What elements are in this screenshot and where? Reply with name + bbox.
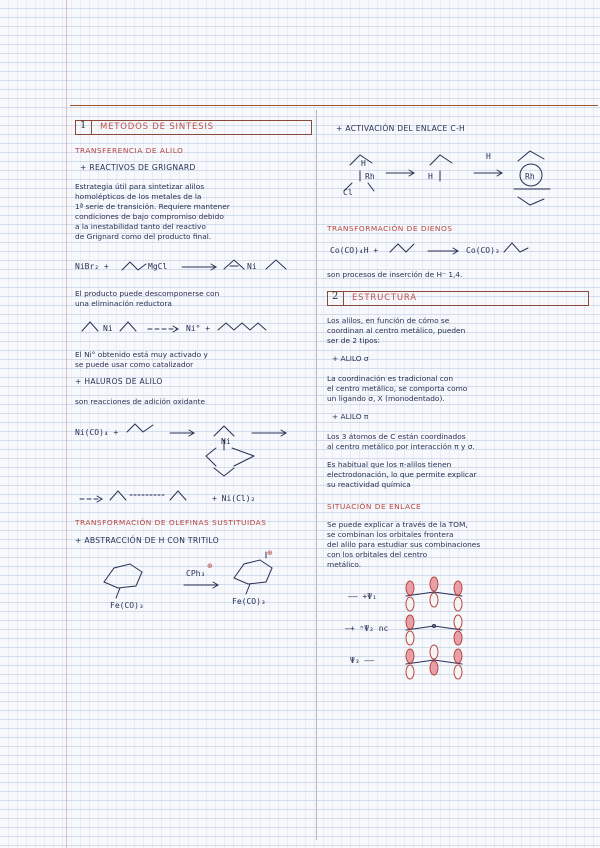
section-header-2 xyxy=(327,291,589,306)
eq2-product: Ni° + xyxy=(186,324,211,333)
orbital-psi1-icon xyxy=(400,578,470,612)
eq1-product: Ni xyxy=(247,262,257,271)
cyclic-diene-complex-icon xyxy=(96,556,156,600)
sigma-label: + ALILO σ xyxy=(332,354,369,363)
pi-line-3: Es habitual que los π-alilos tienen xyxy=(327,460,452,469)
bis-allyl-nickel-icon xyxy=(108,486,198,504)
eq2-reactant: Ni xyxy=(103,324,113,333)
orbital-label-3: Ψ₃ —— xyxy=(350,656,375,665)
structure-line-3: ser de 2 tipos: xyxy=(327,336,380,345)
section-title: METODOS DE SINTESIS xyxy=(100,122,214,132)
eq5-product: Co(CO)₃ xyxy=(466,246,500,255)
bonding-line-3: del alilo para estudiar sus combinaciones xyxy=(327,540,481,549)
eq1-grignard: MgCl xyxy=(148,262,168,271)
heading-h-abstraction: + ABSTRACCIÓN DE H CON TRITILO xyxy=(75,536,219,545)
heading-grignard: + REACTIVOS DE GRIGNARD xyxy=(80,163,196,172)
column-divider xyxy=(316,110,317,840)
section-number: 2 xyxy=(332,291,339,302)
orbital-label-2: —+ ⁿΨ₂ nc xyxy=(345,624,389,633)
pi-line-2: al centro metálico por interacción π y σ. xyxy=(327,442,475,451)
bonding-line-5: metálico. xyxy=(327,560,362,569)
header-rule xyxy=(70,105,598,106)
grignard-line-2: homolépticos de los metales de la xyxy=(75,192,202,201)
heading-halides: + HALUROS DE ALILO xyxy=(75,377,163,386)
ch-rh-label: Rh xyxy=(365,172,375,181)
eta3-allyl-icon xyxy=(80,318,102,334)
ch-rh-label-2: Rh xyxy=(525,172,535,181)
eq4-product-charge: ⊕ xyxy=(267,549,273,557)
halide-text: son reacciones de adición oxidante xyxy=(75,397,206,406)
margin-line xyxy=(66,0,67,848)
reaction-arrow-icon xyxy=(180,262,220,272)
heading-transfer: TRANSFERENCIA DE ALILO xyxy=(75,146,184,155)
grignard-line-5: a la inestabilidad tanto del reactivo xyxy=(75,222,206,231)
heading-dienes: TRANSFORMACIÓN DE DIENOS xyxy=(327,224,453,233)
bonding-line-1: Se puede explicar a través de la TOM, xyxy=(327,520,468,529)
section-separator xyxy=(91,121,92,134)
reaction-arrow-icon xyxy=(426,246,462,256)
ch-h-label-3: H xyxy=(486,152,491,161)
ch-cl-label: Cl xyxy=(343,188,353,197)
grignard-line-1: Estrategia útil para sintetizar alilos xyxy=(75,182,205,191)
eq3-reagent: Ni(CO)₄ + xyxy=(75,428,119,437)
hexadiene-icon xyxy=(216,320,276,334)
heading-bonding: SITUACIÓN DE ENLACE xyxy=(327,502,422,511)
heading-olefins: TRANSFORMACIÓN DE OLEFINAS SUSTITUIDAS xyxy=(75,518,267,527)
methylallyl-icon xyxy=(502,238,532,258)
ni-line-2: se puede usar como catalizador xyxy=(75,360,194,369)
sigma-line-3: un ligando σ, X (monodentado). xyxy=(327,394,445,403)
eq4-reagent: CPh₃ xyxy=(186,569,206,578)
orbital-psi2-icon xyxy=(400,612,470,646)
bonding-line-2: se combinan los orbitales frontera xyxy=(327,530,454,539)
decomp-line-1: El producto puede descomponerse con xyxy=(75,289,220,298)
decomp-line-2: una eliminación reductora xyxy=(75,299,172,308)
eq1-reagent: NiBr₂ + xyxy=(75,262,109,271)
orbital-psi3-icon xyxy=(400,646,470,680)
sigma-line-1: La coordinación es tradicional con xyxy=(327,374,454,383)
eq4-complex-right: Fe(CO)₃ xyxy=(232,597,266,606)
pi-label: + ALILO π xyxy=(332,412,369,421)
ch-h-label: H xyxy=(361,159,366,168)
section-header-1 xyxy=(75,120,312,135)
grignard-line-4: condiciones de bajo compromiso debido xyxy=(75,212,224,221)
reaction-arrow-icon xyxy=(250,428,290,438)
insertion-text: son procesos de inserción de H⁻ 1,4. xyxy=(327,270,463,279)
eta3-allyl-icon xyxy=(118,318,140,334)
cyclic-dienyl-complex-icon xyxy=(226,550,288,596)
pi-line-1: Los 3 átomos de C están coordinados xyxy=(327,432,466,441)
reaction-arrow-icon xyxy=(146,324,182,334)
grignard-line-6: de Grignard como del producto final. xyxy=(75,232,212,241)
reaction-arrow-icon xyxy=(78,494,106,504)
pi-line-5: su reactividad química xyxy=(327,480,411,489)
eq3-byproduct: + Ni(Cl)₂ xyxy=(212,494,256,503)
ch-activation-scheme-icon xyxy=(338,145,586,215)
reaction-arrow-icon xyxy=(182,580,222,590)
orbital-label-1: —— +Ψ₁ xyxy=(348,592,377,601)
structure-line-1: Los alilos, en función de cómo se xyxy=(327,316,450,325)
reaction-arrow-icon xyxy=(168,428,198,438)
allyl-chloride-icon xyxy=(125,420,165,436)
allyl-chain-icon xyxy=(120,258,150,274)
sigma-line-2: el centro metálico, se comporta como xyxy=(327,384,468,393)
section-number: 1 xyxy=(80,120,87,131)
eq3-product-metal: Ni xyxy=(221,437,231,446)
heading-ch-activation: + ACTIVACIÓN DEL ENLACE C-H xyxy=(336,124,466,133)
section-title: ESTRUCTURA xyxy=(352,293,417,303)
grignard-line-3: 1ª serie de transición. Requiere mantener xyxy=(75,202,230,211)
pi-line-4: electrodonación, lo que permite explicar xyxy=(327,470,477,479)
eta3-allyl-icon xyxy=(262,256,290,272)
bonding-line-4: con los orbitales del centro xyxy=(327,550,428,559)
ni-line-1: El Ni° obtenido está muy activado y xyxy=(75,350,208,359)
butadiene-icon xyxy=(388,240,428,256)
section-separator xyxy=(343,292,344,305)
ch-h-label-2: H xyxy=(428,172,433,181)
structure-line-2: coordinan al centro metálico, pueden xyxy=(327,326,466,335)
eq4-reagent-charge: ⊕ xyxy=(207,562,213,570)
eq4-complex-left: Fe(CO)₃ xyxy=(110,601,144,610)
eq5-reagent: Co(CO)₄H + xyxy=(330,246,379,255)
